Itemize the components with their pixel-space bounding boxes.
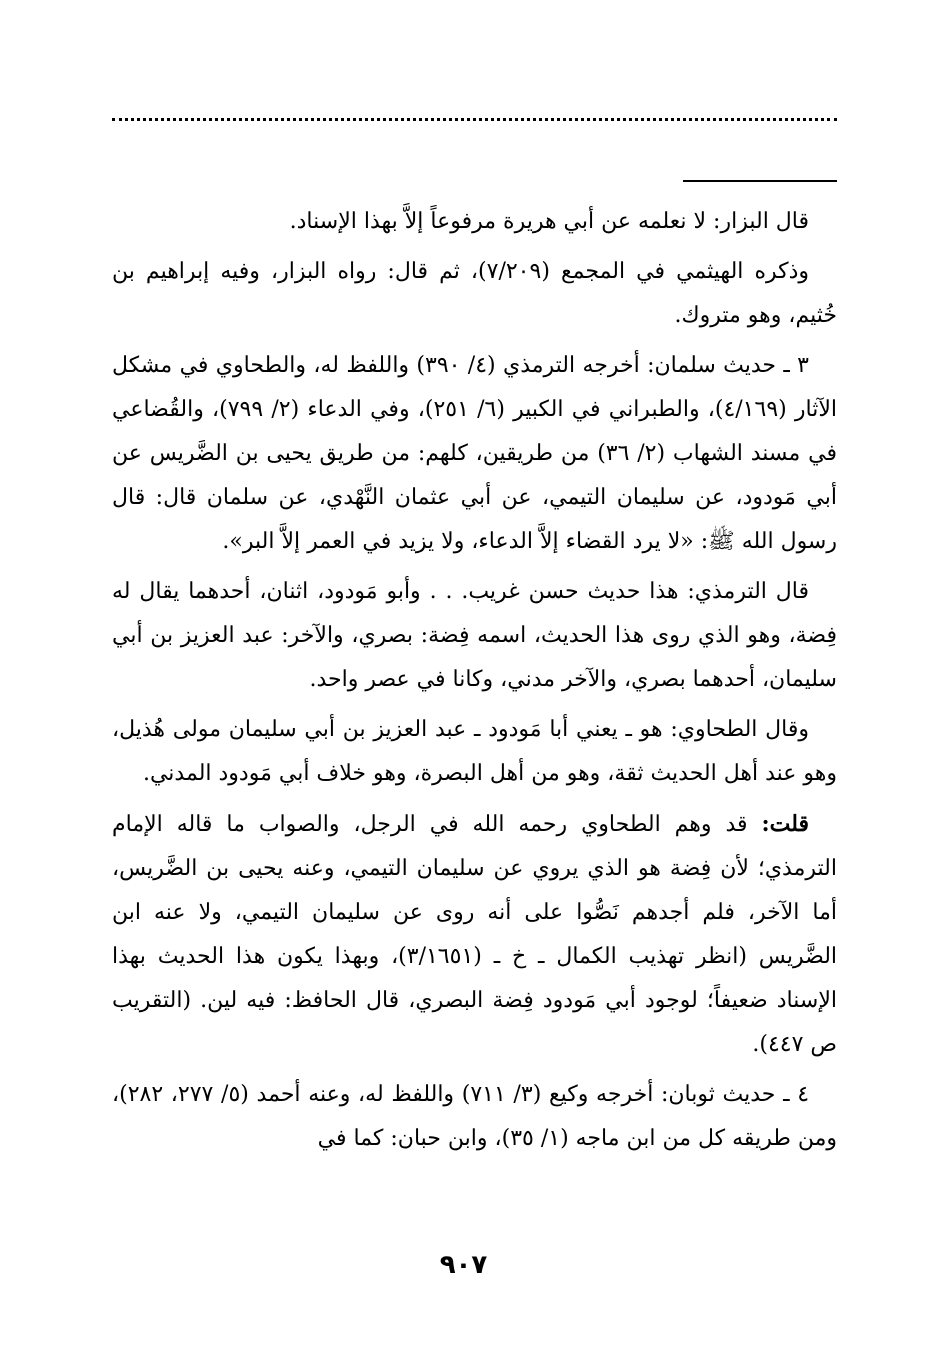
paragraph-2 <box>112 250 837 338</box>
paragraph-4-text: قال الترمذي: هذا حديث حسن غريب. . . وأبو مَودود، اثنان، أحدهما يقال له فِضة، وهو الذي روى هذا الحديث، اسمه فِضة: بصري، والآخر: عبد العزيز بن أبي سليمان، أحدهما بصري، والآخر مدني، وكانا في عصر واحد. <box>112 579 837 692</box>
paragraph-2-text: وذكره الهيثمي في المجمع (٧/٢٠٩)، ثم قال: رواه البزار، وفيه إبراهيم بن خُثيم، وهو متروك. <box>112 259 837 328</box>
paragraph-6 <box>112 802 837 1067</box>
paragraph-1 <box>112 200 837 244</box>
page-number: ٩٠٧ <box>439 1250 488 1280</box>
paragraph-7 <box>112 1073 837 1161</box>
footnote-text <box>112 200 837 1167</box>
paragraph-5 <box>112 708 837 796</box>
paragraph-4 <box>112 570 837 702</box>
paragraph-3-text: ٣ ـ حديث سلمان: أخرجه الترمذي (٤/ ٣٩٠) واللفظ له، والطحاوي في مشكل الآثار (٤/١٦٩)، والطبراني في الكبير (٦/ ٢٥١)، وفي الدعاء (٢/ ٧٩٩)، والقُضاعي في مسند الشهاب (٢/ ٣٦) من طريقين، كلهم: من طريق يحيى بن الضَّريس عن أبي مَودود، عن سليمان التيمي، عن أبي عثمان النَّهْدي، عن سلمان قال: قال رسول الله ﷺ: «لا يرد القضاء إلاَّ الدعاء، ولا يزيد في العمر إلاَّ البر». <box>112 353 838 554</box>
paragraph-1-text: قال البزار: لا نعلمه عن أبي هريرة مرفوعاً إلاَّ بهذا الإسناد. <box>289 209 809 234</box>
paragraph-6-label: قلت: <box>761 811 809 837</box>
paragraph-7-text: ٤ ـ حديث ثوبان: أخرجه وكيع (٣/ ٧١١) واللفظ له، وعنه أحمد (٥/ ٢٧٧، ٢٨٢)، ومن طريقه كل من ابن ماجه (١/ ٣٥)، وابن حبان: كما في <box>112 1082 837 1151</box>
paragraph-5-text: وقال الطحاوي: هو ـ يعني أبا مَودود ـ عبد العزيز بن أبي سليمان مولى هُذيل، وهو عند أهل الحديث ثقة، وهو من أهل البصرة، وهو خلاف أبي مَودود المدني. <box>112 717 837 786</box>
paragraph-3 <box>112 344 837 564</box>
dotted-separator <box>112 118 837 121</box>
footnote-rule <box>683 180 837 182</box>
paragraph-6-text: قد وهم الطحاوي رحمه الله في الرجل، والصواب ما قاله الإمام الترمذي؛ لأن فِضة هو الذي يروي عن سليمان التيمي، وعنه يحيى بن الضَّريس، أما الآخر، فلم أجدهم نَصُّوا على أنه روى عن سليمان التيمي، ولا عنه ابن الضَّريس (انظر تهذيب الكمال ـ خ ـ (٣/١٦٥١)، وبهذا يكون هذا الحديث بهذا الإسناد ضعيفاً؛ لوجود أبي مَودود فِضة البصري، قال الحافظ: فيه لين. (التقريب ص ٤٤٧). <box>112 812 838 1057</box>
